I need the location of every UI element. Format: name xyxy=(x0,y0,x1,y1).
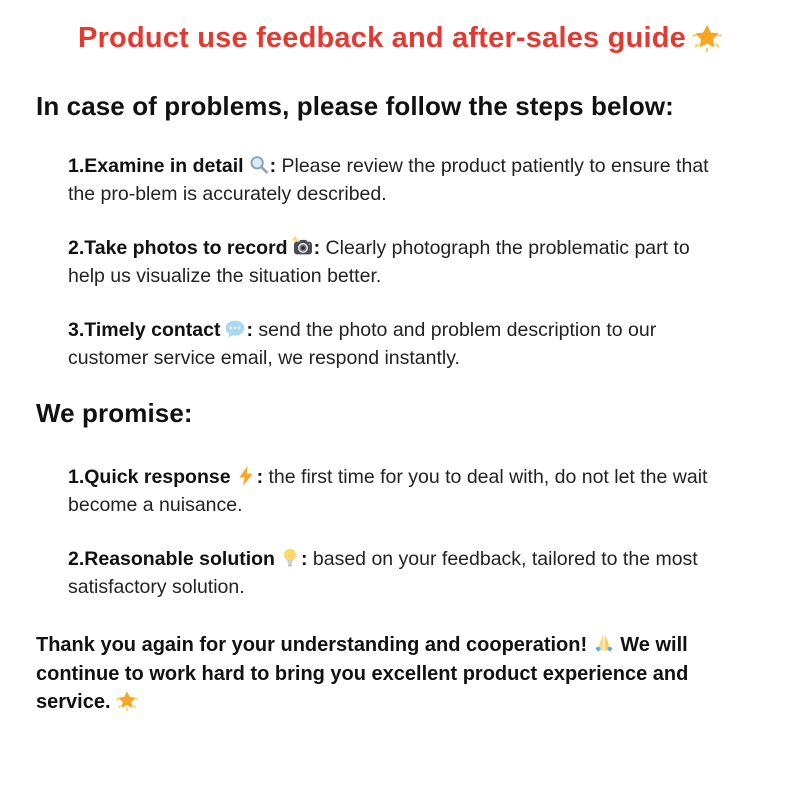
step-2-colon: : xyxy=(313,237,321,259)
step-3-text: send the photo and problem description to our customer service email, we respond instantly. xyxy=(68,319,657,369)
promise-1-colon: : xyxy=(256,466,264,488)
speech-balloon-icon xyxy=(220,319,246,341)
step-1-lead: 1.Examine in detail xyxy=(68,155,244,177)
closing-text-2: We will continue to work hard to bring you excellent product experience and service. xyxy=(36,634,689,713)
step-1-colon: : xyxy=(269,155,277,177)
promise-item-2 xyxy=(68,545,724,601)
folded-hands-icon xyxy=(593,634,615,656)
glowing-star-icon xyxy=(116,691,138,713)
closing-paragraph xyxy=(36,631,752,717)
promise-1-lead: 1.Quick response xyxy=(68,466,231,488)
section-heading-problems: In case of problems, please follow the steps below: xyxy=(36,91,674,121)
promise-item-1 xyxy=(68,463,724,519)
promise-2-lead: 2.Reasonable solution xyxy=(68,548,275,570)
closing-text-1: Thank you again for your understanding and cooperation! xyxy=(36,634,588,656)
promise-2-colon: : xyxy=(300,548,308,570)
step-2-text: Clearly photograph the problematic part to help us visualize the situation better. xyxy=(68,237,690,287)
step-item-2 xyxy=(68,234,724,290)
step-2-lead: 2.Take photos to record xyxy=(68,237,288,259)
camera-flash-icon xyxy=(288,237,314,259)
page-title-text: Product use feedback and after-sales guide xyxy=(78,22,686,54)
magnifying-glass-icon xyxy=(244,155,270,177)
lightning-icon xyxy=(231,466,257,488)
promise-1-text: the first time for you to deal with, do not let the wait become a nuisance. xyxy=(68,466,708,516)
lightbulb-icon xyxy=(275,548,301,570)
glowing-star-icon xyxy=(686,22,722,54)
step-3-colon: : xyxy=(246,319,253,341)
step-item-3 xyxy=(68,316,724,372)
step-item-1 xyxy=(68,152,724,208)
page-title xyxy=(36,22,764,55)
promise-2-text: based on your feedback, tailored to the most satisfactory solution. xyxy=(68,548,698,598)
step-1-text: Please review the product patiently to ensure that the pro-blem is accurately described. xyxy=(68,155,709,205)
step-3-lead: 3.Timely contact xyxy=(68,319,221,341)
section-heading-promise: We promise: xyxy=(36,398,193,428)
